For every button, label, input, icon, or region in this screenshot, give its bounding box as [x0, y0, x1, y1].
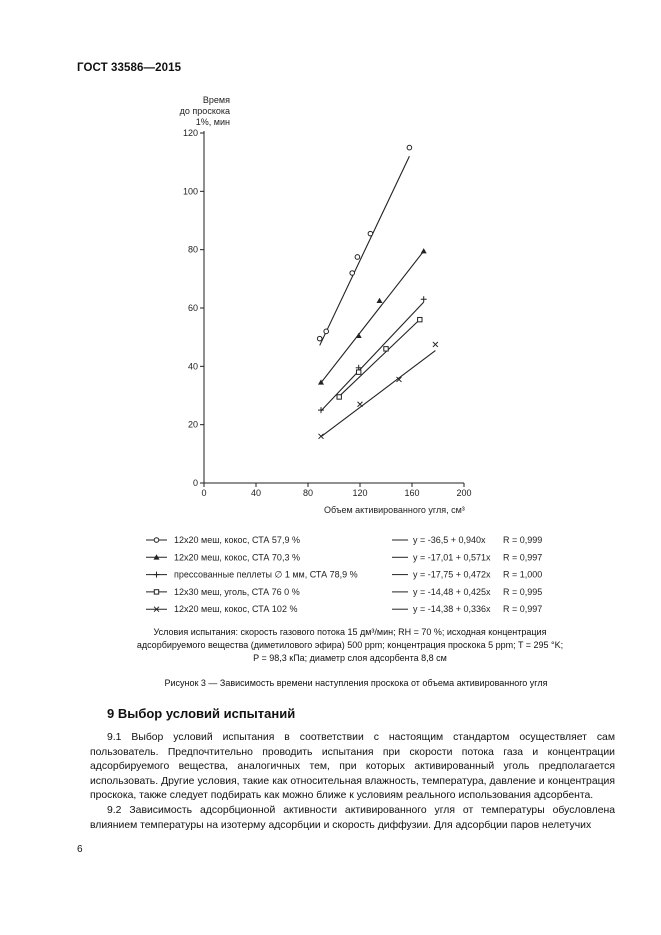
y-axis-label-line: Время	[202, 95, 230, 105]
series-3-fit-line	[321, 302, 424, 411]
y-tick-label: 20	[187, 419, 198, 430]
series-4-fit-line	[339, 319, 420, 396]
chart-legend	[146, 535, 542, 614]
series-4-point	[337, 395, 341, 399]
series-5-point	[358, 402, 363, 407]
legend-r-value-1: R = 0,999	[503, 535, 543, 545]
x-tick-label: 200	[456, 488, 472, 498]
legend-equation-3: y = -17,75 + 0,472x	[413, 569, 491, 580]
x-tick-label: 0	[201, 488, 207, 498]
legend-marker-3	[154, 572, 160, 578]
y-tick-label: 40	[187, 361, 198, 372]
series-1-point	[317, 336, 322, 341]
series-1-fit-line	[320, 156, 410, 345]
series-2-fit-line	[321, 251, 424, 383]
figure-caption: Рисунок 3 — Зависимость времени наступления проскока от объема активированного угля	[164, 678, 548, 688]
series-1-point	[324, 329, 329, 334]
series-2-point	[356, 333, 362, 338]
y-tick-label: 80	[187, 244, 198, 255]
legend-r-value-4: R = 0,995	[503, 586, 543, 597]
legend-r-value-3: R = 1,000	[503, 569, 543, 580]
legend-equation-2: y = -17,01 + 0,571x	[413, 552, 491, 563]
y-tick-label: 0	[192, 478, 198, 488]
series-1-point	[368, 231, 373, 236]
page-number: 6	[77, 844, 83, 855]
series-1-point	[407, 145, 412, 150]
series-2-point	[377, 298, 383, 303]
x-tick-label: 120	[352, 488, 368, 498]
legend-r-value-5: R = 0,997	[503, 604, 543, 615]
x-tick-label: 160	[404, 488, 420, 498]
legend-label-4: 12x30 меш, уголь, СТА 76 0 %	[174, 586, 300, 597]
y-tick-label: 60	[187, 303, 198, 313]
test-conditions-line-2: адсорбируемого вещества (диметилового эфира) 500 ppm; концентрация проскока 5 ppm; T = 295 °K;	[136, 640, 564, 650]
document-header: ГОСТ 33586—2015	[77, 62, 182, 74]
legend-label-5: 12x20 меш, кокос, СТА 102 %	[174, 604, 298, 615]
legend-marker-1	[154, 538, 159, 543]
series-4-point	[418, 317, 422, 321]
y-tick-label: 100	[182, 186, 198, 197]
legend-label-1: 12x20 меш, кокос, СТА 57,9 %	[174, 535, 300, 545]
series-5-point	[433, 342, 438, 347]
test-conditions-line-3: P = 98,3 кПа; диаметр слоя адсорбента 8,8 см	[253, 653, 447, 663]
section-title: 9 Выбор условий испытаний	[107, 706, 296, 721]
series-5-fit-line	[321, 351, 435, 437]
paragraph-9-1: 9.1 Выбор условий испытания в соответствии с настоящим стандартом осуществляет сам пользователь. Предпочтительно проводить испытания при скорости потока газа и концентрации адсорбируемого вещества, аналогичных тем, при которых активированный уголь предполагается использовать. Другие условия, такие как относительная влажность, температура, давление и концентрация проскока, также следует подбирать как можно ближе к условиям реального использования адсорбента.	[90, 732, 615, 802]
paragraph-9-2: 9.2 Зависимость адсорбционной активности активированного угля от температуры обусловлена влиянием температуры на изотерму адсорбции и скорость диффузии. Для адсорбции паров нелетучих	[90, 805, 615, 831]
x-axis-label: Объем активированного угля, см³	[324, 505, 465, 515]
series-2-point	[421, 248, 427, 253]
chart-plot-area	[317, 145, 437, 439]
series-1-point	[355, 255, 360, 260]
legend-label-2: 12x20 меш, кокос, СТА 70,3 %	[174, 552, 300, 563]
y-axis-label-line: 1%, мин	[195, 117, 230, 127]
legend-equation-5: y = -14,38 + 0,336x	[413, 604, 491, 615]
legend-marker-4	[154, 590, 158, 594]
legend-r-value-2: R = 0,997	[503, 552, 543, 563]
x-tick-label: 40	[250, 488, 262, 498]
y-axis-label-line: до проскока	[179, 106, 230, 116]
chart-axes	[180, 95, 472, 515]
test-conditions-line-1: Условия испытания: скорость газового потока 15 дм³/мин; RH = 70 %; исходная концентрация	[153, 627, 547, 637]
legend-equation-4: y = -14,48 + 0,425x	[413, 586, 491, 597]
y-tick-label: 120	[182, 128, 198, 138]
legend-label-3: прессованные пеллеты ∅ 1 мм, СТА 78,9 %	[174, 569, 358, 580]
series-4-point	[384, 347, 388, 351]
legend-equation-1: y = -36,5 + 0,940x	[413, 535, 486, 545]
x-tick-label: 80	[302, 488, 314, 498]
series-3-point	[421, 296, 427, 302]
series-4-point	[357, 370, 361, 374]
series-5-point	[319, 434, 324, 439]
series-1-point	[350, 271, 355, 276]
